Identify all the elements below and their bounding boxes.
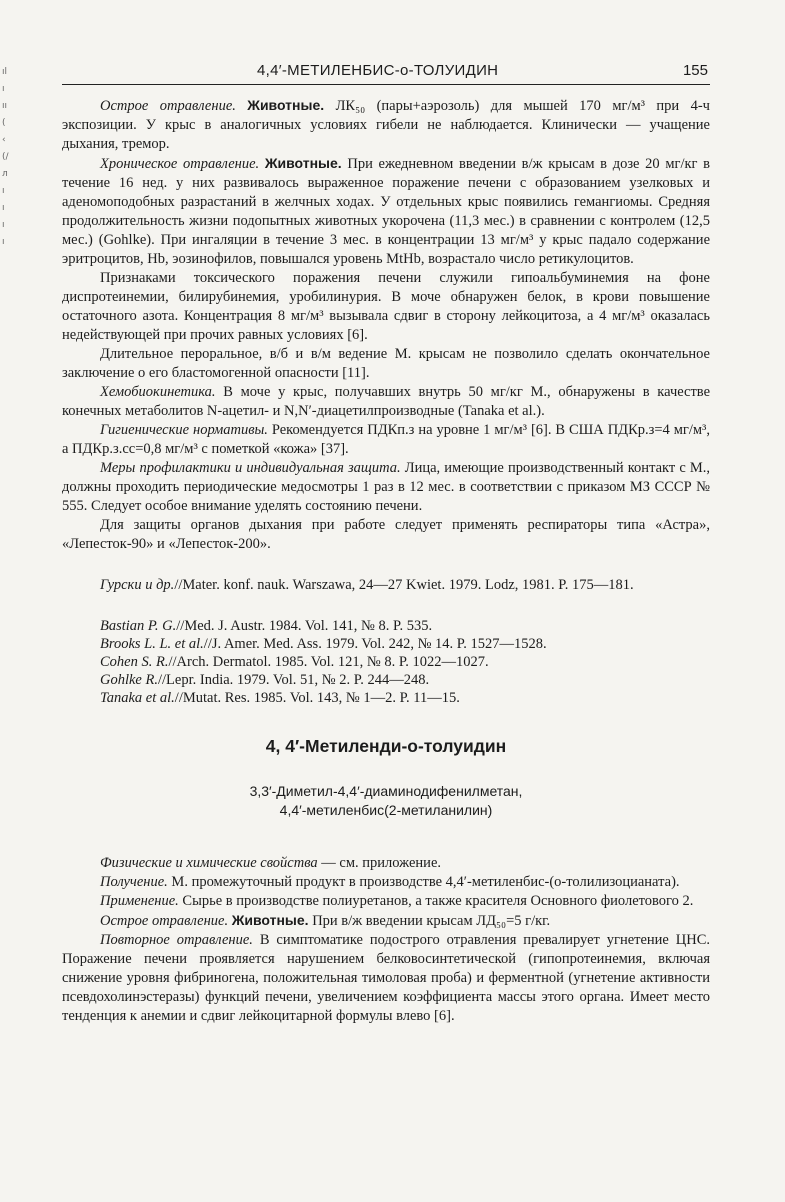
reference-authors: Bastian P. G.	[100, 618, 177, 634]
margin-mark: ı	[2, 220, 5, 230]
acute-text: ЛК₅₀ (пары+аэрозоль) для мышей 170 мг/м³ при 4-ч экспозиции. У крыс в аналогичных условиях гибели не наблюдается. Клинически — учащение дыхания, тремор.	[62, 98, 710, 152]
reference-list	[62, 617, 710, 707]
margin-bleed-marks	[2, 64, 16, 251]
reference-item	[62, 653, 710, 671]
prevention-paragraph	[62, 459, 710, 516]
reference-text: //Med. J. Austr. 1984. Vol. 141, № 8. P. 535.	[176, 618, 433, 634]
respirators-paragraph: Для защиты органов дыхания при работе следует применять респираторы типа «Астра», «Лепесток-90» и «Лепесток-200».	[62, 517, 710, 552]
production-text: М. промежуточный продукт в производстве 4,4′-метиленбис-(о-толилизоцианата).	[171, 874, 680, 890]
hygiene-paragraph	[62, 421, 710, 459]
application-text: Сырье в производстве полиуретанов, а также красителя Основного фиолетового 2.	[182, 893, 694, 909]
reference-text: //J. Amer. Med. Ass. 1979. Vol. 242, № 14. P. 1527—1528.	[203, 636, 547, 652]
page-header	[62, 62, 710, 85]
reference-authors: Гурски и др.	[100, 577, 175, 593]
hygiene-label: Гигиенические нормативы.	[100, 422, 268, 438]
repeated-text: В симптоматике подострого отравления превалирует угнетение ЦНС. Поражение печени проявляется нарушением белковосинтетической (гипопротеинемия, включая снижение уровня фибриногена, положительная тимоловая проба) и ферментной (угнетение активности псевдохолинэстеразы) функций печени, увеличением коэффициента массы этого органа. Имеет место тенденция к анемии и сдвиг лейкоцитарной формулы влево [6].	[62, 932, 711, 1024]
animals-label: Животные.	[264, 155, 342, 171]
reference-item	[62, 689, 710, 707]
acute-label: Острое отравление.	[100, 913, 229, 929]
reference-authors: Tanaka et al.	[100, 690, 175, 706]
kinetics-paragraph	[62, 383, 710, 421]
reference-item	[62, 635, 710, 653]
kinetics-label: Хемобиокинетика.	[100, 384, 216, 400]
page-number: 155	[682, 62, 708, 79]
gurski-reference	[62, 576, 710, 595]
properties-text: — см. приложение.	[321, 855, 442, 871]
reference-item	[62, 671, 710, 689]
signs-paragraph: Признаками токсического поражения печени служили гипоальбуминемия на фоне диспротеинемии, билирубинемия, уробилинурия. В моче обнаружен белок, в крови повышение остаточного азота. Концентрация 8 мг/м³ вызывала сдвиг в сторону лейкоцитоза, а 4 мг/м³ оказалась недействующей при прочих равных условиях [6].	[62, 270, 710, 343]
margin-mark: л	[2, 169, 8, 179]
production-paragraph	[62, 873, 710, 892]
chronic-text: При ежедневном введении в/ж крысам в дозе 20 мг/кг в течение 16 нед. у них развивалось выраженное поражение печени с образованием узелковых и аденомоподобных разрастаний в желчных ходах. У отдельных крыс появились гемангиомы. Средняя продолжительность жизни подопытных животных укорочена (11,3 мес.) в сравнении с контролем (12,5 мес.) (Gohlke). При ингаляции в течение 3 мес. в концентрации 13 мг/м³ у крыс падало содержание эритроцитов, Hb, эозинофилов, повышался уровень MtHb, возрастало число ретикулоцитов.	[62, 156, 711, 267]
margin-mark: (/	[2, 152, 9, 162]
prevention-label: Меры профилактики и индивидуальная защита.	[100, 460, 401, 476]
acute-poisoning-paragraph	[62, 96, 710, 154]
margin-mark: ı	[2, 84, 5, 94]
reference-text: //Arch. Dermatol. 1985. Vol. 121, № 8. P. 1022—1027.	[168, 654, 489, 670]
reference-authors: Brooks L. L. et al.	[100, 636, 204, 652]
reference-text: //Mutat. Res. 1985. Vol. 143, № 1—2. P. 11—15.	[174, 690, 460, 706]
repeated-poisoning-paragraph	[62, 931, 710, 1026]
repeated-label: Повторное отравление.	[100, 932, 253, 948]
synonyms	[62, 782, 710, 820]
animals-label: Животные.	[247, 97, 325, 113]
application-paragraph	[62, 892, 710, 911]
prevention-text: Лица, имеющие производственный контакт с М., должны проходить периодические медосмотры 1 раз в 12 мес. в соответствии с приказом МЗ СССР № 555. Следует особое внимание уделять состоянию печени.	[62, 460, 711, 514]
animals-label: Животные.	[231, 912, 309, 928]
chronic-label: Хроническое отравление.	[100, 156, 260, 172]
reference-authors: Gohlke R.	[100, 672, 158, 688]
acute-text: При в/ж введении крысам ЛД₅₀=5 г/кг.	[312, 913, 551, 929]
margin-mark: ı	[2, 203, 5, 213]
production-label: Получение.	[100, 874, 168, 890]
acute-label: Острое отравление.	[100, 98, 236, 114]
running-title: 4,4′-МЕТИЛЕНБИС-о-ТОЛУИДИН	[257, 62, 499, 79]
margin-mark: (	[2, 118, 6, 128]
hygiene-text: Рекомендуется ПДКп.з на уровне 1 мг/м³ [6]. В США ПДКр.з=4 мг/м³, а ПДКр.з.сс=0,8 мг/м³ с пометкой «кожа» [37].	[62, 422, 710, 457]
page-content	[62, 96, 710, 1026]
reference-text: //Mater. konf. nauk. Warszawa, 24—27 Kwiet. 1979. Lodz, 1981. P. 175—181.	[174, 577, 634, 593]
margin-mark: ı	[2, 237, 5, 247]
acute-poisoning-paragraph-2	[62, 911, 710, 931]
margin-mark: ıı	[2, 101, 8, 111]
chronic-poisoning-paragraph	[62, 154, 710, 269]
reference-item	[62, 617, 710, 635]
reference-authors: Cohen S. R.	[100, 654, 169, 670]
margin-mark: ı	[2, 186, 5, 196]
margin-mark: ıl	[2, 67, 8, 77]
synonym-line: 4,4′-метиленбис(2-метиланилин)	[279, 802, 493, 818]
long-term-paragraph: Длительное пероральное, в/б и в/м ведение М. крысам не позволило сделать окончательное заключение о его бластомогенной опасности [11].	[62, 346, 710, 381]
margin-mark: ‹	[2, 135, 6, 145]
section-title: 4, 4′-Метиленди-о-толуидин	[265, 736, 507, 756]
reference-text: //Lepr. India. 1979. Vol. 51, № 2. P. 244—248.	[157, 672, 430, 688]
synonym-line: 3,3′-Диметил-4,4′-диаминодифенилметан,	[249, 783, 523, 799]
application-label: Применение.	[100, 893, 179, 909]
properties-label: Физические и химические свойства	[100, 855, 318, 871]
properties-paragraph	[62, 854, 710, 873]
kinetics-text: В моче у крыс, получавших внутрь 50 мг/кг М., обнаружены в качестве конечных метаболитов N-ацетил- и N,N′-диацетилпроизводные (Tanaka et al.).	[62, 384, 711, 419]
